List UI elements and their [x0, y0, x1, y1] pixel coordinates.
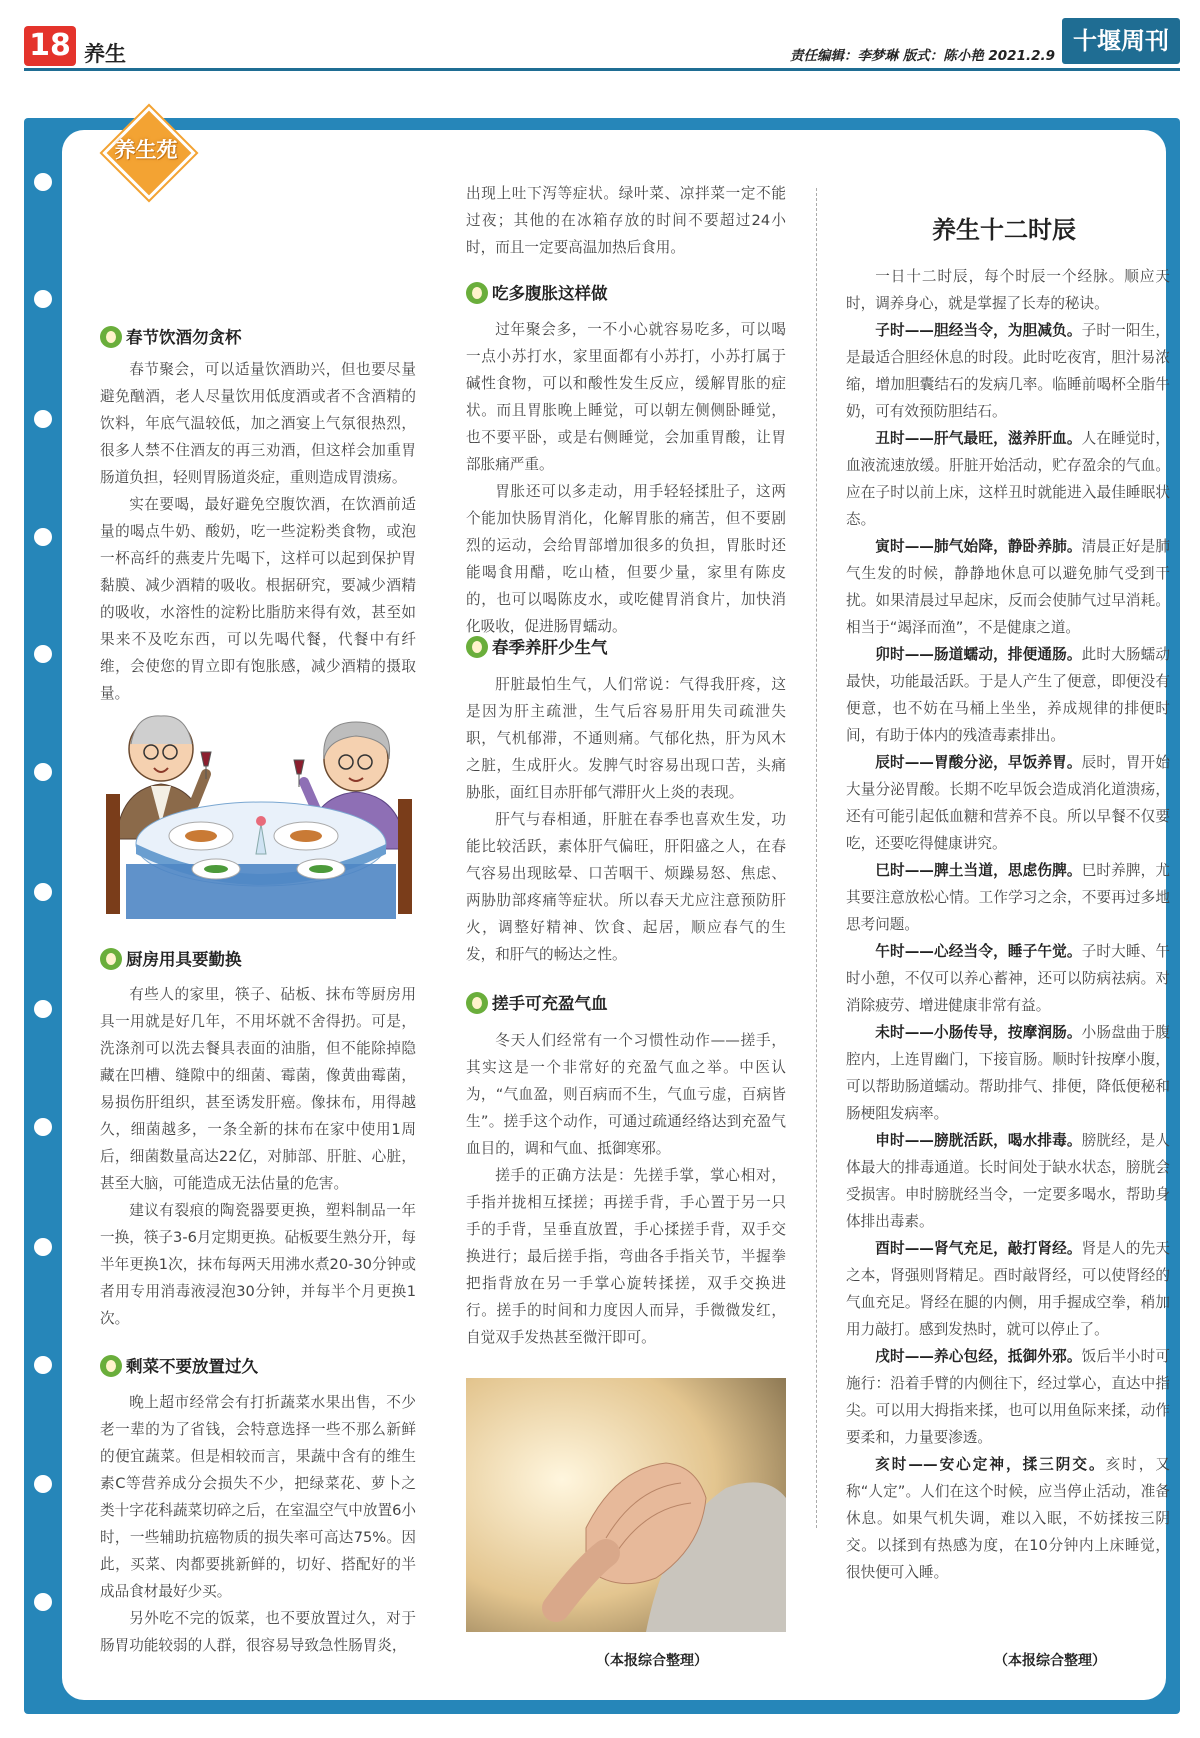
face-icon — [100, 326, 122, 348]
face-icon — [466, 282, 488, 304]
header-rule — [24, 68, 1180, 71]
article-title: 养生十二时辰 — [932, 215, 1076, 244]
face-icon — [100, 948, 122, 970]
article-body: 晚上超市经常会有打折蔬菜水果出售，不少老一辈的为了省钱，会特意选择一些不那么新鲜的便宜蔬菜。但是相较而言，果蔬中含有的维生素C等营养成分会损失不少，把绿菜花、萝卜之类十字花科蔬菜切碎之后，在室温空气中放置6小时，一些辅助抗癌物质的损失率可高达75%。因此，买菜、肉都要挑新鲜的，切好、搭配好的半成品食材最好少买。 另外吃不完的饭菜，也不要放置过久，对于肠胃功能较弱的人群，很容易导致急性肠胃炎， — [100, 1394, 416, 1654]
article-body: 有些人的家里，筷子、砧板、抹布等厨房用具一用就是好几年，不用坏就不舍得扔。可是，洗涤剂可以洗去餐具表面的油脂，但不能除掉隐藏在凹槽、缝隙中的细菌、霉菌，像黄曲霉菌，易损伤肝组织，甚至诱发肝癌。像抹布，用得越久，细菌越多，一条全新的抹布在家中使用1周后，细菌数量高达22亿，对肺部、肝脏、心脏，甚至大脑，可能造成无法估量的危害。 建议有裂痕的陶瓷器要更换，塑料制品一年一换，筷子3-6月定期更换。砧板要生熟分开，每半年更换1次，抹布每两天用沸水煮20-30分钟或者用专用消毒液浸泡30分钟，并每半个月更换1次。 — [100, 986, 416, 1327]
binder-hole — [34, 763, 52, 781]
elderly-couple-dining-illustration — [106, 704, 416, 924]
binder-hole — [34, 1000, 52, 1018]
face-icon — [466, 636, 488, 658]
page-number: 18 — [24, 26, 76, 66]
article-heading: 春节饮酒勿贪杯 — [100, 324, 242, 348]
article-credit: （本报综合整理） — [994, 1653, 1106, 1669]
face-icon — [466, 992, 488, 1014]
article-heading: 春季养肝少生气 — [466, 634, 608, 658]
editor-meta: 责任编辑：李梦琳 版式：陈小艳 2021.2.9 — [790, 48, 1056, 64]
article-heading: 厨房用具要勤换 — [100, 946, 242, 970]
face-icon — [100, 1355, 122, 1377]
binder-hole — [34, 1475, 52, 1493]
binder-hole — [34, 290, 52, 308]
article-body-continued: 出现上吐下泻等症状。绿叶菜、凉拌菜一定不能过夜；其他的在冰箱存放的时间不要超过24小时，而且一定要高温加热后食用。 — [466, 185, 786, 256]
article-heading: 吃多腹胀这样做 — [466, 280, 608, 304]
binder-hole — [34, 645, 52, 663]
section-name: 养生 — [84, 42, 126, 66]
article-body: 冬天人们经常有一个习惯性动作——搓手，其实这是一个非常好的充盈气血之举。中医认为，“气血盈，则百病而不生，气血亏虚，百病皆生”。搓手这个动作，可通过疏通经络达到充盈气血目的，调和气血、抵御寒邪。 搓手的正确方法是：先搓手掌，掌心相对，手指并拢相互揉搓；再搓手背，手心置于另一只手的手背，呈垂直放置，手心揉搓手背，双手交换进行；最后搓手指，弯曲各手指关节，半握拳把指背放在另一手掌心旋转揉搓，双手交换进行。搓手的时间和力度因人而异，手微微发红，自觉双手发热甚至微汗即可。 — [466, 1032, 786, 1346]
binder-hole — [34, 528, 52, 546]
binder-hole — [34, 173, 52, 191]
column-divider — [816, 188, 817, 1528]
article-body: 春节聚会，可以适量饮酒助兴，但也要尽量避免酗酒，老人尽量饮用低度酒或者不含酒精的饮料，年底气温较低，加之酒宴上气氛很热烈，很多人禁不住酒友的再三劝酒，但这样会加重胃肠道负担，轻则胃肠道炎症，重则造成胃溃疡。 实在要喝，最好避免空腹饮酒，在饮酒前适量的喝点牛奶、酸奶，吃一些淀粉类食物，或泡一杯高纤的燕麦片先喝下，这样可以起到保护胃黏膜、减少酒精的吸收。根据研究，要减少酒精的吸收，水溶性的淀粉比脂肪来得有效，甚至如果来不及吃东西，可以先喝代餐，代餐中有纤维，会使您的胃立即有饱胀感，减少酒精的摄取量。 — [100, 361, 416, 702]
binder-hole — [34, 1356, 52, 1374]
binder-hole — [34, 1118, 52, 1136]
article-body: 一日十二时辰，每个时辰一个经脉。顺应天时，调养身心，就是掌握了长寿的秘诀。 子时——胆经当令，为胆减负。子时一阳生，是最适合胆经休息的时段。此时吃夜宵，胆汁易浓缩，增加胆囊结石的发病几率。临睡前喝杯全脂牛奶，可有效预防胆结石。 丑时——肝气最旺，滋养肝血。人在睡觉时，血液流速放缓。肝脏开始活动，贮存盈余的气血。应在子时以前上床，这样丑时就能进入最佳睡眠状态。 寅时——肺气始降，静卧养肺。清晨正好是肺气生发的时候，静静地休息可以避免肺气受到干扰。如果清晨过早起床，反而会使肺气过早消耗。相当于“竭泽而渔”，不是健康之道。 卯时——肠道蠕动，排便通肠。此时大肠蠕动最快，功能最活跃。于是人产生了便意，即便没有便意，也不妨在马桶上坐坐，养成规律的排便时间，有助于体内的残渣毒素排出。 辰时——胃酸分泌，早饭养胃。辰时，胃开始大量分泌胃酸。长期不吃早饭会造成消化道溃疡，还有可能引起低血糖和营养不良。所以早餐不仅要吃，还要吃得健康讲究。 巳时——脾土当道，思虑伤脾。巳时养脾，尤其要注意放松心情。工作学习之余，不要再过多地思考问题。 午时——心经当令，睡子午觉。子时大睡、午时小憩，不仅可以养心蓄神，还可以防病祛病。对消除疲劳、增进健康非常有益。 未时——小肠传导，按摩润肠。小肠盘曲于腹腔内，上连胃幽门，下接盲肠。顺时针按摩小腹，可以帮助肠道蠕动。帮助排气、排便，降低便秘和肠梗阻发病率。 申时——膀胱活跃，喝水排毒。膀胱经，是人体最大的排毒通道。长时间处于缺水状态，膀胱会受损害。申时膀胱经当令，一定要多喝水，帮助身体排出毒素。 酉时——肾气充足，敲打肾经。肾是人的先天之本，肾强则肾精足。酉时敲肾经，可以使肾经的气血充足。肾经在腿的内侧，用手握成空拳，稍加用力敲打。感到发热时，就可以停止了。 戌时——养心包经，抵御外邪。饭后半小时可施行：沿着手臂的内侧往下，经过掌心，直达中指尖。可以用大拇指来揉，也可以用鱼际来揉，动作要柔和，力量要渗透。 亥时——安心定神，揉三阴交。亥时，又称“人定”。人们在这个时候，应当停止活动，准备休息。如果气机失调，难以入眠，不妨揉按三阴交。以揉到有热感为度，在10分钟内上床睡觉，很快便可入睡。 — [846, 268, 1170, 1581]
binder-hole — [34, 883, 52, 901]
rubbing-hands-photo — [466, 1378, 786, 1632]
binder-hole — [34, 1238, 52, 1256]
column-badge — [100, 104, 190, 194]
article-heading: 剩菜不要放置过久 — [100, 1353, 258, 1377]
article-heading: 搓手可充盈气血 — [466, 990, 608, 1014]
badge-label: 养生苑 — [114, 138, 178, 162]
article-body: 过年聚会多，一不小心就容易吃多，可以喝一点小苏打水，家里面都有小苏打，小苏打属于碱性食物，可以和酸性发生反应，缓解胃胀的症状。而且胃胀晚上睡觉，可以朝左侧侧卧睡觉，也不要平卧，或是右侧睡觉，会加重胃酸，让胃部胀痛严重。 胃胀还可以多走动，用手轻轻揉肚子，这两个能加快肠胃消化，化解胃胀的痛苦，但不要剧烈的运动，会给胃部增加很多的负担，胃胀时还能喝食用醋，吃山楂，但要少量，家里有陈皮的，也可以喝陈皮水，或吃健胃消食片，加快消化吸收，促进肠胃蠕动。 — [466, 321, 786, 635]
binder-hole — [34, 410, 52, 428]
article-body: 肝脏最怕生气，人们常说：气得我肝疼，这是因为肝主疏泄，生气后容易肝用失司疏泄失职，气机郁滞，不通则痛。气郁化热，肝为风木之脏，生成肝火。发脾气时容易出现口苦，头痛胁胀，面红目赤肝郁气滞肝火上炎的表现。 肝气与春相通，肝脏在春季也喜欢生发，功能比较活跃，素体肝气偏旺，肝阳盛之人，在春气容易出现眩晕、口苦咽干、烦躁易怒、焦虑、两胁肋部疼痛等症状。所以春天尤应注意预防肝火，调整好精神、饮食、起居，顺应春气的生发，和肝气的畅达之性。 — [466, 676, 786, 963]
article-credit: （本报综合整理） — [596, 1653, 708, 1669]
binder-hole — [34, 1593, 52, 1611]
brand-logo: 十堰周刊 — [1062, 18, 1180, 64]
page-header — [0, 0, 1200, 80]
